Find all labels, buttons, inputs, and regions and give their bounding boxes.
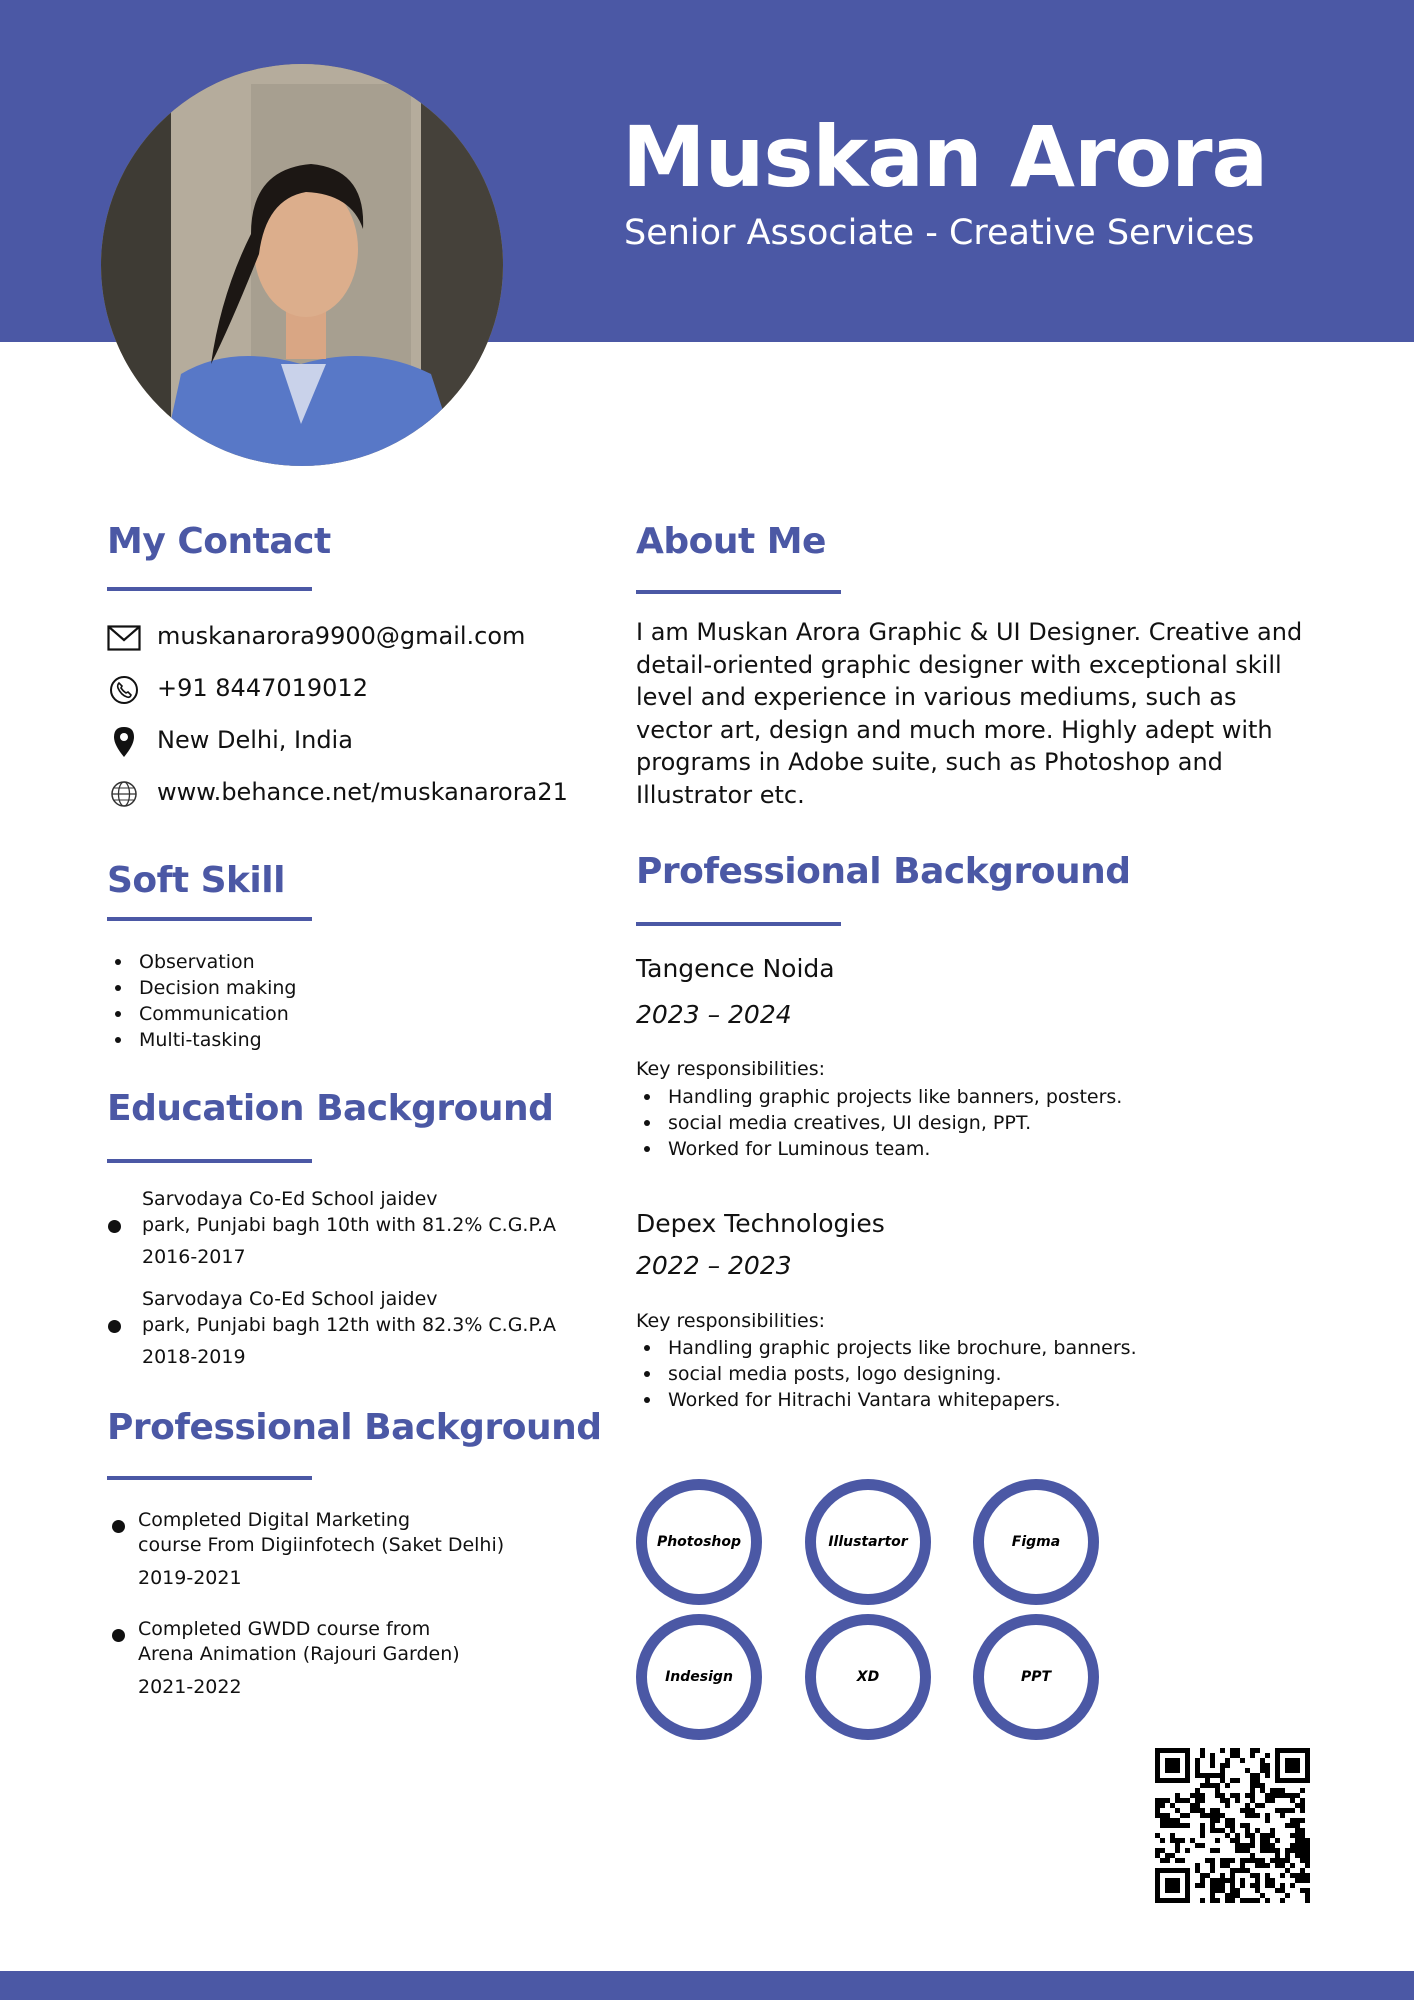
responsibilities-label: Key responsibilities:	[636, 1310, 825, 1332]
job-years: 2023 – 2024	[636, 1000, 792, 1029]
education-line2: park, Punjabi bagh 12th with 82.3% C.G.P.A	[142, 1314, 557, 1336]
list-item: Communication	[107, 1001, 296, 1027]
education-years: 2018-2019	[142, 1346, 246, 1368]
list-item: Handling graphic projects like banners, posters.	[636, 1084, 1122, 1110]
experience-heading: Professional Background	[636, 851, 1131, 892]
tool-label: XD	[856, 1669, 880, 1685]
qr-code	[1155, 1748, 1310, 1903]
tool-label: PPT	[1020, 1669, 1052, 1685]
tool-label: Photoshop	[656, 1534, 742, 1550]
contact-location	[107, 724, 353, 760]
responsibilities-label: Key responsibilities:	[636, 1058, 825, 1080]
courses-underline	[107, 1476, 312, 1480]
tool-ring-xd	[805, 1614, 931, 1740]
contact-heading: My Contact	[107, 521, 331, 562]
list-item: Multi-tasking	[107, 1027, 296, 1053]
tool-ring-figma	[973, 1479, 1099, 1605]
course-line2: course From Digiinfotech (Saket Delhi)	[138, 1534, 505, 1556]
course-line2: Arena Animation (Rajouri Garden)	[138, 1643, 460, 1665]
education-line1: Sarvodaya Co-Ed School jaidev	[142, 1288, 438, 1310]
course-years: 2021-2022	[138, 1676, 242, 1698]
course-line1: Completed Digital Marketing	[138, 1509, 411, 1531]
job-years: 2022 – 2023	[636, 1251, 792, 1280]
responsibilities-list	[636, 1335, 1137, 1413]
soft-skill-underline	[107, 917, 312, 921]
about-underline	[636, 590, 841, 594]
person-name: Muskan Arora	[622, 108, 1268, 206]
soft-skill-heading: Soft Skill	[107, 860, 285, 901]
tool-ring-illustrator	[805, 1479, 931, 1605]
contact-email[interactable]	[107, 620, 526, 656]
course-line1: Completed GWDD course from	[138, 1618, 431, 1640]
courses-heading: Professional Background	[107, 1407, 602, 1448]
education-line1: Sarvodaya Co-Ed School jaidev	[142, 1188, 438, 1210]
responsibilities-list	[636, 1084, 1122, 1162]
contact-email-text: muskanarora9900@gmail.com	[157, 622, 526, 650]
tool-ring-ppt	[973, 1614, 1099, 1740]
globe-icon	[107, 777, 141, 811]
location-pin-icon	[107, 725, 141, 759]
soft-skill-list	[107, 949, 296, 1053]
tool-label: Indesign	[665, 1669, 733, 1685]
about-heading: About Me	[636, 521, 826, 562]
list-item: Worked for Hitrachi Vantara whitepapers.	[636, 1387, 1137, 1413]
list-item: social media creatives, UI design, PPT.	[636, 1110, 1122, 1136]
list-item: Worked for Luminous team.	[636, 1136, 1122, 1162]
contact-underline	[107, 587, 312, 591]
list-item: Handling graphic projects like brochure, banners.	[636, 1335, 1137, 1361]
contact-phone-text: +91 8447019012	[157, 674, 368, 702]
education-heading: Education Background	[107, 1088, 554, 1129]
education-years: 2016-2017	[142, 1246, 246, 1268]
bullet-dot	[112, 1520, 125, 1533]
list-item: Observation	[107, 949, 296, 975]
bullet-dot	[108, 1220, 121, 1233]
about-text: I am Muskan Arora Graphic & UI Designer. Creative and detail-oriented graphic designer with exceptional skill level and experience in various mediums, such as vector art, design and much more. Highly adept with programs in Adobe suite, such as Photoshop and Illustrator etc.	[636, 618, 1303, 809]
phone-icon	[107, 673, 141, 707]
education-line2: park, Punjabi bagh 10th with 81.2% C.G.P.A	[142, 1214, 557, 1236]
contact-phone[interactable]	[107, 672, 368, 708]
education-underline	[107, 1159, 312, 1163]
profile-photo	[101, 64, 503, 466]
list-item: social media posts, logo designing.	[636, 1361, 1137, 1387]
course-years: 2019-2021	[138, 1567, 242, 1589]
list-item: Decision making	[107, 975, 296, 1001]
contact-website-text: www.behance.net/muskanarora21	[157, 778, 568, 806]
company-name: Depex Technologies	[636, 1209, 885, 1238]
tool-ring-indesign	[636, 1614, 762, 1740]
tool-ring-photoshop	[636, 1479, 762, 1605]
experience-underline	[636, 922, 841, 926]
tool-label: Figma	[1011, 1534, 1061, 1550]
job-title: Senior Associate - Creative Services	[624, 213, 1255, 253]
footer-bar	[0, 1971, 1414, 2000]
bullet-dot	[112, 1629, 125, 1642]
mail-icon	[107, 621, 141, 655]
contact-location-text: New Delhi, India	[157, 726, 353, 754]
contact-website[interactable]	[107, 776, 568, 812]
tool-label: Illustartor	[828, 1534, 908, 1550]
bullet-dot	[108, 1320, 121, 1333]
company-name: Tangence Noida	[636, 954, 835, 983]
